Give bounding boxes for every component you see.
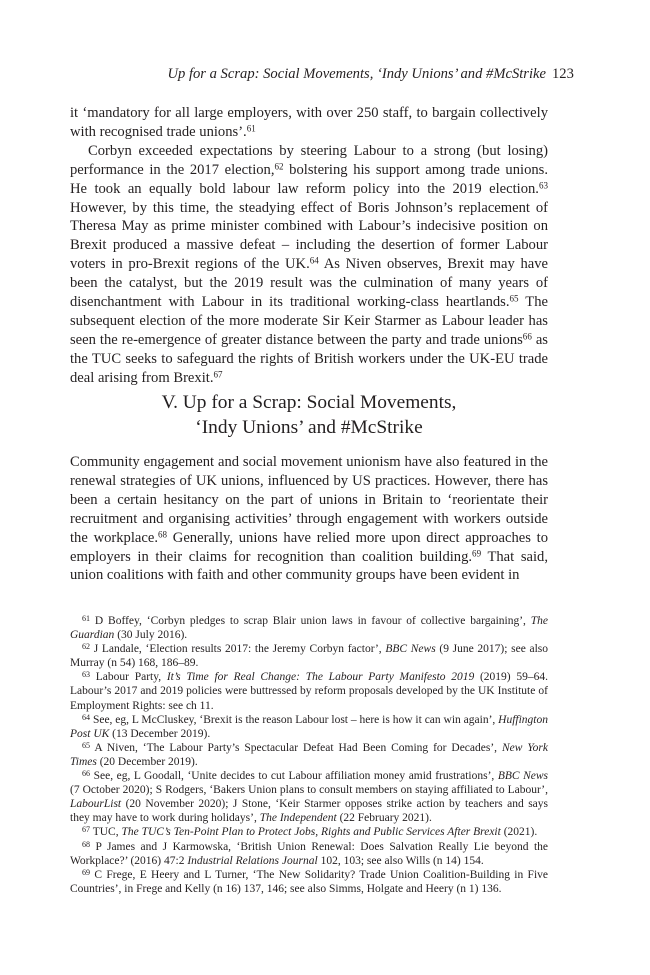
footnote: $^{65}$ A Niven, ‘The Labour Party’s Spectacular Defeat Had Been Coming for Decades’, New York Times (20 December 2019). bbox=[70, 741, 548, 768]
footnote: $^{61}$ D Boffey, ‘Corbyn pledges to scrap Blair union laws in favour of collective bargaining’, The Guardian (30 July 2016). bbox=[70, 614, 549, 642]
section-heading-line-2: ‘Indy Unions’ and #McStrike bbox=[195, 417, 423, 438]
section-heading bbox=[70, 390, 548, 440]
footnotes bbox=[70, 614, 548, 896]
footnote: $^{68}$ P James and J Karmowska, ‘British Union Renewal: Does Salvation Really Lie beyond the Workplace?’ (2016) 47:2 Industrial Relations Journal 102, 103; see also Wills (n 14) 154. bbox=[70, 839, 548, 867]
footnote-ref[interactable]: 65 bbox=[509, 293, 519, 304]
paragraph-corbyn: Corbyn exceeded expectations by steering Labour to a strong (but losing) performance in the 2017 election,$^{62}$ bolstering his support among trade unions. He took an equally bold labour law reform policy into the 2019 election.$^{63}$ However, by this time, the steadying effect of Boris Johnson’s replacement of Theresa May as prime minister combined with Labour’s indecisive position on Brexit produced a massive defeat – including the desertion of former Labour voters in pro-Brexit regions of the UK.$^{64}$ As Niven observes, Brexit may have been the catalyst, but the 2019 result was the culmination of many years of disenchantment with Labour in its traditional working-class heartlands.$^{65}$ The subsequent election of the more moderate Sir Keir Starmer as Labour leader has seen the re-emergence of greater distance between the party and trade unions$^{66}$ as the TUC seeks to safeguard the rights of British workers under the UK-EU trade deal arising from Brexit.$^{67}$ bbox=[70, 142, 549, 386]
footnote: $^{67}$ TUC, The TUC’s Ten-Point Plan to Protect Jobs, Rights and Public Services After Brexit (2021). bbox=[82, 825, 538, 839]
body-text-section bbox=[70, 453, 548, 585]
footnote: $^{62}$ J Landale, ‘Election results 2017: the Jeremy Corbyn factor’, BBC News (9 June 2017); see also Murray (n 54) 168, 186–89. bbox=[70, 642, 549, 670]
footnote-ref[interactable]: 67 bbox=[213, 369, 223, 380]
footnote: $^{69}$ C Frege, E Heery and L Turner, ‘The New Solidarity? Trade Union Coalition-Building in Five Countries’, in Frege and Kelly (n 16) 137, 146; see also Simms, Holgate and Heery (n 1) 136. bbox=[70, 867, 548, 895]
page-number: 123 bbox=[552, 66, 574, 82]
footnote-ref[interactable]: 64 bbox=[309, 255, 319, 266]
footnote: $^{66}$ See, eg, L Goodall, ‘Unite decides to cut Labour affiliation money amid frustrations’, BBC News (7 October 2020); S Rodgers, ‘Bakers Union plans to consult members on staying affiliated to Labour’, LabourList (20 November 2020); J Stone, ‘Keir Starmer opposes strike action by teachers and says they may have to work during holidays’, The Independent (22 February 2021). bbox=[70, 769, 549, 825]
body-text-top bbox=[70, 104, 548, 388]
running-head: Up for a Scrap: Social Movements, ‘Indy Unions’ and #McStrike bbox=[167, 66, 546, 82]
footnote-ref[interactable]: 61 bbox=[246, 123, 256, 134]
paragraph-community: Community engagement and social movement unionism have also featured in the renewal strategies of UK unions, influenced by US practices. However, there has been a certain hesitancy on the part of unions in Britain to ‘reorientate their recruitment and organising activities’ through engagement with workers outside the workplace.$^{68}$ Generally, unions have relied more upon direct approaches to employers in their claims for recognition than coalition building.$^{69}$ That said, union coalitions with faith and other community groups have been evident in bbox=[70, 454, 549, 584]
footnote-ref[interactable]: 63 bbox=[538, 180, 548, 191]
footnote-ref[interactable]: 66 bbox=[522, 331, 532, 342]
footnote: $^{63}$ Labour Party, It’s Time for Real Change: The Labour Party Manifesto 2019 (2019) 59–64. Labour’s 2017 and 2019 policies were buttressed by reform proposals developed by the UK Institute of Employment Rights: see ch 11. bbox=[70, 670, 548, 712]
paragraph-continuation: it ‘mandatory for all large employers, with over 250 staff, to bargain collectively with recognised trade unions’.$^{61}$ bbox=[70, 105, 548, 140]
footnote-ref[interactable]: 62 bbox=[274, 161, 284, 172]
section-heading-line-1: V. Up for a Scrap: Social Movements, bbox=[161, 392, 457, 413]
footnote: $^{64}$ See, eg, L McCluskey, ‘Brexit is the reason Labour lost – here is how it can win again’, Huffington Post UK (13 December 2019). bbox=[70, 712, 549, 740]
footnote-ref[interactable]: 69 bbox=[472, 548, 482, 559]
footnote-ref[interactable]: 68 bbox=[158, 529, 168, 540]
